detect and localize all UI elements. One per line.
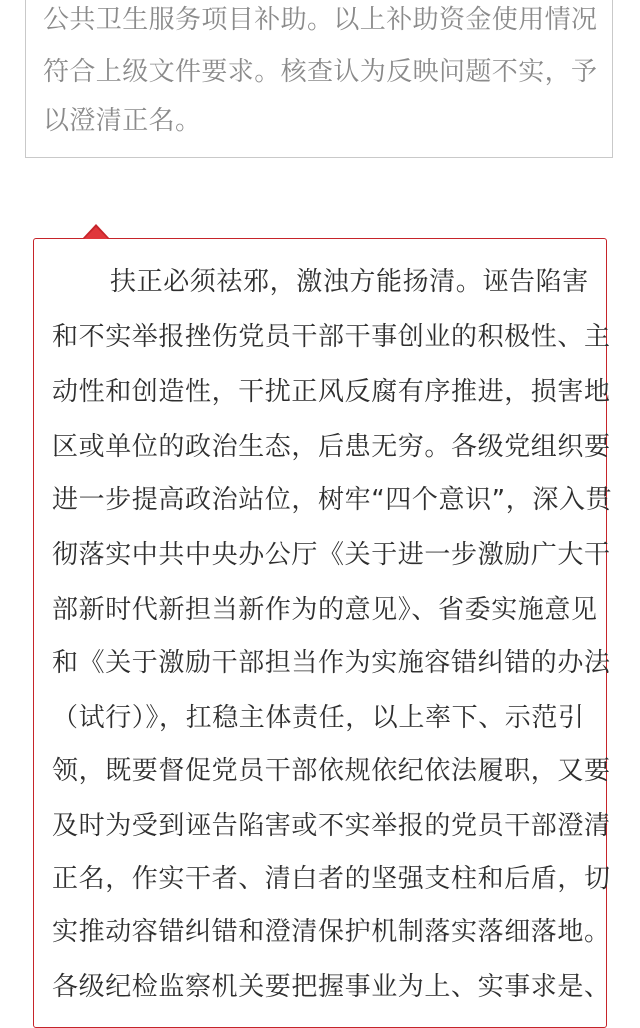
article-line-10: 领，既要督促党员干部依规依纪依法履职，又要 (52, 756, 611, 786)
article-line-9: （试行）》，扛稳主体责任，以上率下、示范引 (52, 703, 585, 733)
article-line-5: 进一步提高政治站位，树牢“四个意识”，深入贯 (52, 485, 613, 515)
article-line-8: 和《关于激励干部担当作为实施容错纠错的办法 (52, 648, 611, 678)
article-line-2: 和不实举报挫伤党员干部干事创业的积极性、主 (52, 322, 611, 352)
excerpt-line-3: 以澄清正名。 (43, 106, 202, 136)
article-line-11: 及时为受到诬告陷害或不实举报的党员干部澄清 (52, 811, 611, 841)
article-line-3: 动性和创造性，干扰正风反腐有序推进，损害地 (52, 377, 611, 407)
article-line-12: 正名，作实干者、清白者的坚强支柱和后盾，切 (52, 864, 611, 894)
article-content-box (33, 238, 613, 1028)
article-line-7: 部新时代新担当新作为的意见》、省委实施意见 (52, 595, 598, 625)
article-line-6: 彻落实中共中央办公厅《关于进一步激励广大干 (52, 540, 611, 570)
callout-pointer-fill (84, 227, 108, 239)
article-line-14: 各级纪检监察机关要把握事业为上、实事求是、 (52, 972, 611, 1002)
article-line-4: 区或单位的政治生态，后患无穷。各级党组织要 (52, 432, 611, 462)
excerpt-line-1: 公共卫生服务项目补助。以上补助资金使用情况 (43, 5, 598, 35)
excerpt-line-2: 符合上级文件要求。核查认为反映问题不实，予 (43, 57, 598, 87)
article-line-13: 实推动容错纠错和澄清保护机制落实落细落地。 (52, 917, 611, 947)
article-line-1: 扶正必须祛邪，激浊方能扬清。诬告陷害 (110, 267, 589, 297)
